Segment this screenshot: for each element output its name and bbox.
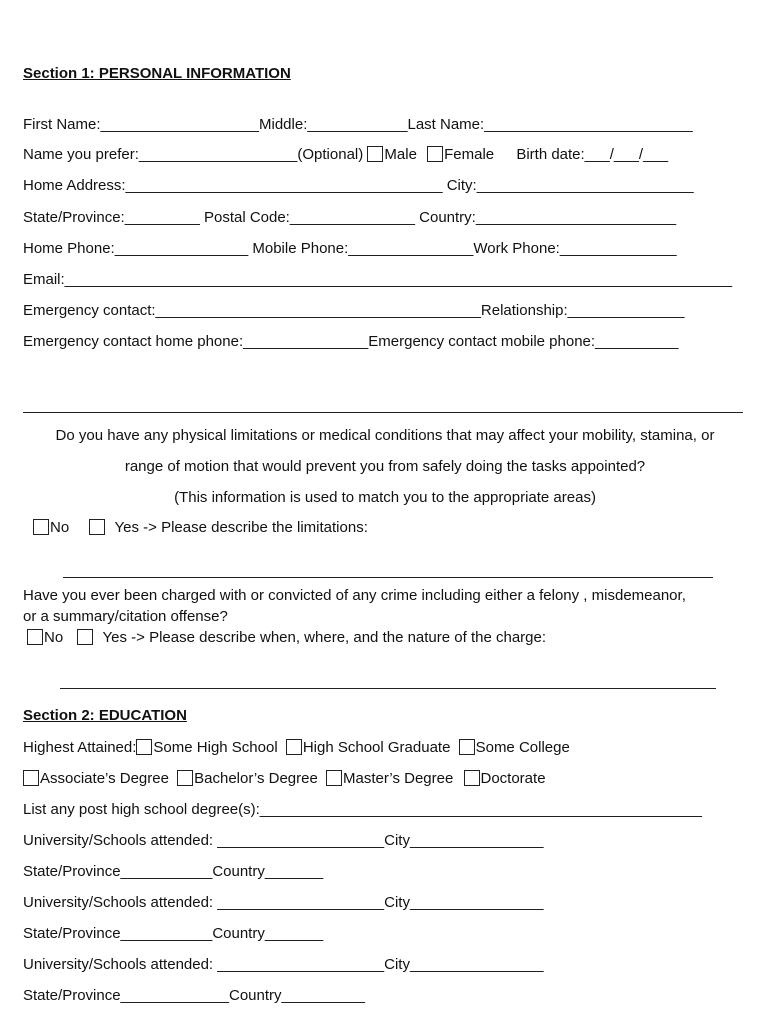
name-row[interactable]: First Name:___________________Middle:____________Last Name:_________________________ xyxy=(23,116,693,133)
birth-date-field[interactable]: Birth date:___/___/___ xyxy=(516,146,669,163)
medical-yes-label: Yes -> Please describe the limitations: xyxy=(114,519,368,536)
crime-describe-line[interactable] xyxy=(60,688,716,689)
education-heading: Section 2: EDUCATION xyxy=(23,707,187,724)
some-high-school-checkbox[interactable] xyxy=(136,739,152,755)
university-row-2[interactable]: University/Schools attended: ____________________City________________ xyxy=(23,894,544,911)
crime-answer-row xyxy=(27,629,546,647)
crime-question-line-2: or a summary/citation offense? xyxy=(23,608,228,625)
crime-question-line-1: Have you ever been charged with or convicted of any crime including either a felony , misdemeanor, xyxy=(23,587,686,604)
preferred-name-row xyxy=(23,146,668,164)
medical-question-line-2: range of motion that would prevent you from safely doing the tasks appointed? xyxy=(124,458,646,475)
personal-info-heading: Section 1: PERSONAL INFORMATION xyxy=(23,65,291,82)
masters-label: Master’s Degree xyxy=(343,770,454,787)
emergency-contact-row[interactable]: Emergency contact:_______________________________________Relationship:______________ xyxy=(23,302,685,319)
email-row[interactable]: Email:________________________________________________________________________________ xyxy=(23,271,733,288)
female-label: Female xyxy=(444,146,495,163)
doctorate-label: Doctorate xyxy=(480,770,546,787)
state-country-row-3[interactable]: State/Province_____________Country__________ xyxy=(23,987,365,1004)
crime-no-label: No xyxy=(44,629,64,646)
university-row-3[interactable]: University/Schools attended: ____________________City________________ xyxy=(23,956,544,973)
medical-no-label: No xyxy=(50,519,70,536)
post-degrees-row[interactable]: List any post high school degree(s):_____________________________________________________ xyxy=(23,801,702,818)
male-checkbox[interactable] xyxy=(367,146,383,162)
some-high-school-label: Some High School xyxy=(153,739,278,756)
state-postal-country-row[interactable]: State/Province:_________ Postal Code:_______________ Country:________________________ xyxy=(23,209,677,226)
crime-yes-checkbox[interactable] xyxy=(77,629,93,645)
female-checkbox[interactable] xyxy=(427,146,443,162)
highest-attained-row xyxy=(23,739,570,757)
doctorate-checkbox[interactable] xyxy=(464,770,480,786)
bachelors-checkbox[interactable] xyxy=(177,770,193,786)
associates-label: Associate’s Degree xyxy=(40,770,169,787)
hs-graduate-label: High School Graduate xyxy=(302,739,451,756)
some-college-label: Some College xyxy=(475,739,570,756)
state-country-row-2[interactable]: State/Province___________Country_______ xyxy=(23,925,324,942)
medical-no-checkbox[interactable] xyxy=(33,519,49,535)
bachelors-label: Bachelor’s Degree xyxy=(194,770,318,787)
home-address-row[interactable]: Home Address:______________________________________ City:__________________________ xyxy=(23,177,694,194)
crime-yes-label: Yes -> Please describe when, where, and the nature of the charge: xyxy=(102,629,547,646)
medical-answer-row xyxy=(33,519,368,537)
separator-line xyxy=(23,412,743,413)
medical-describe-line[interactable] xyxy=(63,577,713,578)
hs-graduate-checkbox[interactable] xyxy=(286,739,302,755)
highest-attained-label: Highest Attained: xyxy=(23,739,137,756)
state-country-row-1[interactable]: State/Province___________Country_______ xyxy=(23,863,324,880)
medical-yes-checkbox[interactable] xyxy=(89,519,105,535)
some-college-checkbox[interactable] xyxy=(459,739,475,755)
medical-question-line-1: Do you have any physical limitations or medical conditions that may affect your mobility, stamina, or xyxy=(55,427,715,444)
crime-no-checkbox[interactable] xyxy=(27,629,43,645)
degree-options-row xyxy=(23,770,546,788)
male-label: Male xyxy=(384,146,417,163)
university-row-1[interactable]: University/Schools attended: ____________________City________________ xyxy=(23,832,544,849)
masters-checkbox[interactable] xyxy=(326,770,342,786)
emergency-phones-row[interactable]: Emergency contact home phone:_______________Emergency contact mobile phone:__________ xyxy=(23,333,679,350)
phones-row[interactable]: Home Phone:________________ Mobile Phone:_______________Work Phone:______________ xyxy=(23,240,677,257)
preferred-name-field[interactable]: Name you prefer:___________________(Optional) xyxy=(23,146,364,163)
associates-checkbox[interactable] xyxy=(23,770,39,786)
medical-question-line-3: (This information is used to match you to the appropriate areas) xyxy=(174,489,596,506)
